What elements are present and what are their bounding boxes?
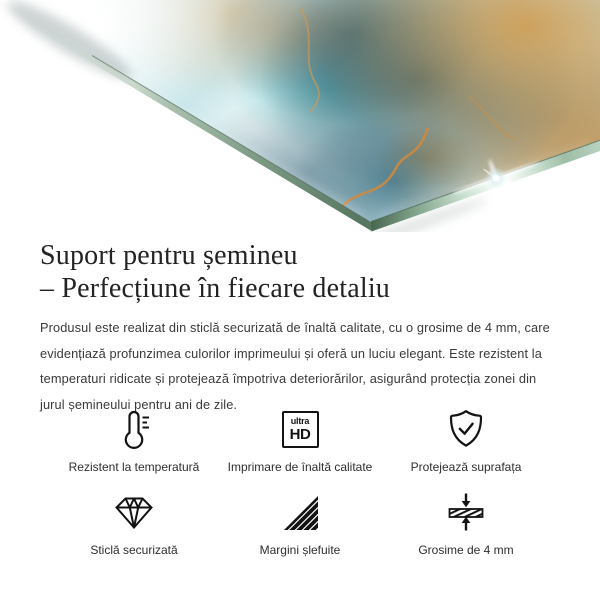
gold-vein [468,96,516,140]
feature-print-quality [217,407,383,474]
feature-surface-protection [383,407,549,474]
product-description: Produsul este realizat din sticlă securizată de înaltă calitate, cu o grosime de 4 mm, care evidențiază profunzimea culorilor imprimeului și oferă un luciu elegant. Este rezistent la temperaturi ridicate și protejează împotriva deteriorărilor, asigurând protecția zonei din jurul șemineului pentru ani de zile. [40,320,550,412]
feature-label: Margini șlefuite [259,543,341,557]
thickness-4mm-icon [444,490,488,534]
features-grid [51,407,549,557]
feature-polished-edges [217,490,383,557]
feature-label: Sticlă securizată [90,543,178,557]
product-hero-image [0,0,600,232]
feature-label: Grosime de 4 mm [418,543,514,557]
diamond-icon [112,490,156,534]
feature-label: Imprimare de înaltă calitate [227,460,373,474]
feature-temperature-resistant [51,407,217,474]
feature-tempered-glass [51,490,217,557]
ultra-hd-icon-text-top: ultra [290,415,310,426]
feature-thickness [383,490,549,557]
ultra-hd-icon-text-bottom: HD [289,425,311,443]
shield-check-icon [444,407,488,451]
product-content [0,232,600,557]
glass-edge-bottom [370,140,600,232]
gold-vein [300,8,319,112]
title-line-2: – Perfecțiune în fiecare detaliu [40,273,391,304]
gold-vein [336,128,428,214]
glass-panel-edge-graphics [0,0,600,232]
ultra-hd-icon [282,407,319,451]
feature-label: Protejează suprafața [410,460,522,474]
sparkle-flare [446,144,546,213]
page-title [40,239,560,305]
feature-label: Rezistent la temperatură [68,460,200,474]
title-line-1: Suport pentru șemineu [40,240,298,271]
polished-edges-icon [278,490,322,534]
glass-edge-left [0,0,372,231]
thermometer-icon [112,407,156,451]
